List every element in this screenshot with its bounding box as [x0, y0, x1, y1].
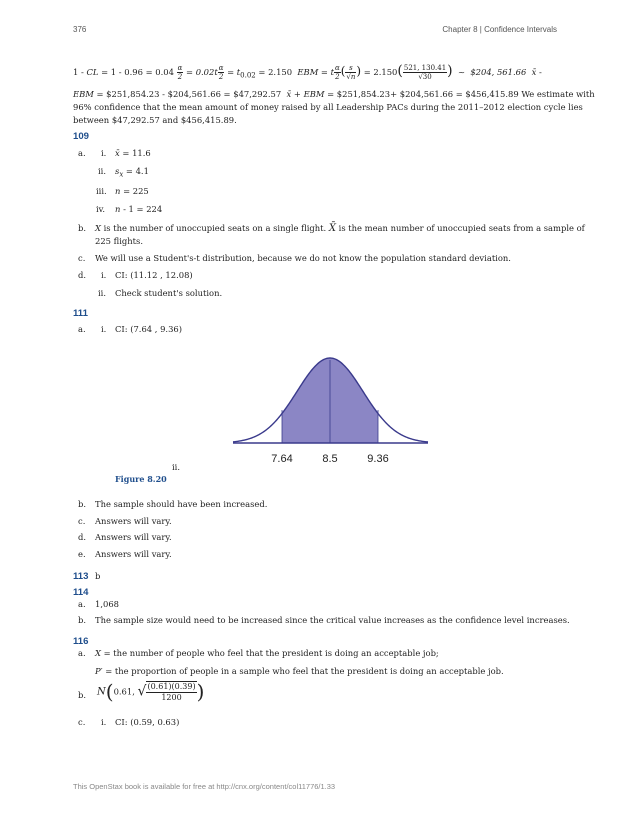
- item-label: a.: [78, 148, 86, 158]
- variable-definition: P′ = the proportion of people in a sample who feel that the president is doing an acceptable job.: [95, 666, 504, 676]
- item-label: b.: [78, 690, 87, 700]
- degrees-freedom-value: n - 1 = 224: [115, 204, 163, 214]
- variable-definition: X is the number of unoccupied seats on a single flight. X̄ is the mean number of unoccupied seats from a sample of: [95, 223, 585, 234]
- figure-caption: Figure 8.20: [115, 474, 167, 484]
- conclusion-line-2: between $47,292.57 and $456,415.89.: [73, 115, 237, 125]
- exercise-number-116: 116: [73, 636, 89, 647]
- distribution-answer: We will use a Student's-t distribution, because we do not know the population standard deviation.: [95, 253, 511, 263]
- item-label: i.: [101, 324, 107, 334]
- answer-text: b: [95, 571, 101, 581]
- answer-text: The sample size would need to be increased since the critical value increases as the confidence level increases.: [95, 615, 570, 625]
- footer-note: This OpenStax book is available for free at http://cnx.org/content/col11776/1.33: [73, 782, 336, 791]
- chapter-title: Chapter 8 | Confidence Intervals: [442, 25, 557, 34]
- answer-text: Answers will vary.: [95, 532, 172, 542]
- item-label: d.: [78, 270, 87, 280]
- item-label: ii.: [98, 166, 107, 176]
- variable-definition-cont: 225 flights.: [95, 236, 143, 246]
- item-label: c.: [78, 717, 86, 727]
- confidence-interval: CI: (11.12 , 12.08): [115, 270, 193, 280]
- check-solution: Check student's solution.: [115, 288, 223, 298]
- answer-text: Answers will vary.: [95, 549, 172, 559]
- item-label: ii.: [98, 288, 107, 298]
- item-label: b.: [78, 223, 87, 233]
- conclusion-line: 96% confidence that the mean amount of money raised by all Leadership PACs during the 2011–2012 election cycle lies: [73, 102, 583, 112]
- answer-text: The sample should have been increased.: [95, 499, 268, 509]
- item-label: a.: [78, 599, 86, 609]
- tick-label-upper: 9.36: [367, 453, 389, 465]
- item-label: iii.: [96, 186, 107, 196]
- confidence-interval: CI: (0.59, 0.63): [115, 717, 180, 727]
- item-label: d.: [78, 532, 87, 542]
- item-label: i.: [101, 717, 107, 727]
- exercise-number-113: 113: [73, 571, 89, 582]
- critical-value-equation: 1 - CL = 1 - 0.96 = 0.04 $\frac{\alpha}{2}$ = 0.02t $\frac{\alpha}{2}$ = $t_{0.02} = 2.150$ EBM = t $\frac{\alpha}{2}$ ( $\frac{s}{√n}$ ) = 2.150( $\frac{521, 130.41}{√30}$ ) ~ $204, 561.66 x̄ -: [73, 63, 542, 81]
- variable-definition: X = the number of people who feel that the president is doing an acceptable job;: [95, 648, 439, 658]
- sample-size-value: n = 225: [115, 186, 149, 196]
- exercise-number-109: 109: [73, 131, 90, 142]
- item-label: e.: [78, 549, 86, 559]
- item-label: a.: [78, 324, 86, 334]
- exercise-number-114: 114: [73, 587, 89, 598]
- sample-mean-value: x̄ = 11.6: [115, 148, 151, 158]
- item-label: b.: [78, 615, 87, 625]
- item-label: c.: [78, 253, 86, 263]
- confidence-interval: CI: (7.64 , 9.36): [115, 324, 183, 334]
- item-label: i.: [101, 148, 107, 158]
- item-label: c.: [78, 516, 86, 526]
- item-label: b.: [78, 499, 87, 509]
- exercise-number-111: 111: [73, 308, 88, 319]
- item-label: i.: [101, 270, 107, 280]
- page-number: 376: [73, 25, 87, 34]
- sample-sd-value: $s_x = 4.1$: [115, 166, 149, 179]
- normal-distribution-notation: N(0.61, √ $\frac{(0.61)(0.39)}{1200}$ ): [97, 679, 205, 704]
- answer-text: Answers will vary.: [95, 516, 172, 526]
- tick-label-mean: 8.5: [322, 453, 338, 465]
- item-label: iv.: [96, 204, 106, 214]
- ebm-computation: EBM = $251,854.23 - $204,561.66 = $47,292.57 x̄ + EBM = $251,854.23+ $204,561.66 = $456,415.89 We estimate with: [73, 89, 595, 99]
- normal-curve-figure: [228, 350, 438, 470]
- item-label: ii.: [172, 462, 181, 472]
- tick-label-lower: 7.64: [271, 453, 293, 465]
- item-label: a.: [78, 648, 86, 658]
- answer-text: 1,068: [95, 599, 119, 609]
